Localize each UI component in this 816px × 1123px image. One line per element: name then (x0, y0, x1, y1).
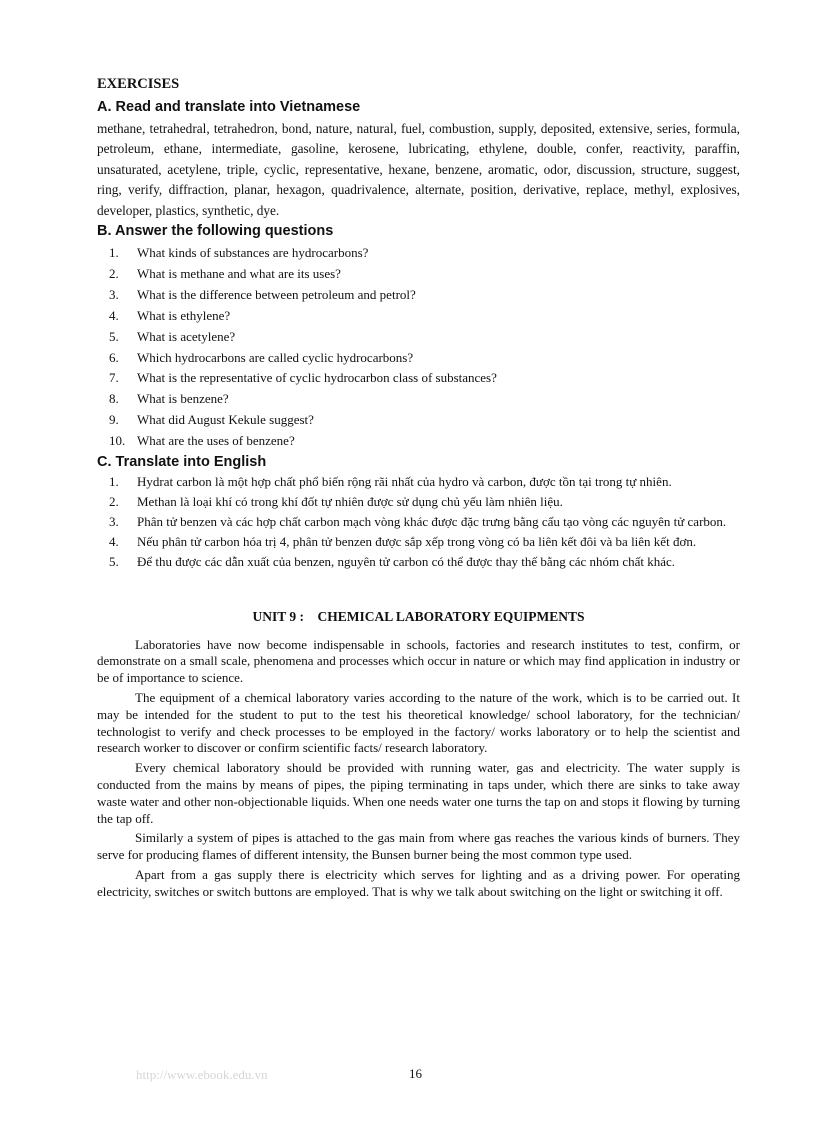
translation-text: Methan là loại khí có trong khí đốt tự nhiên được sử dụng chủ yếu làm nhiên liệu. (137, 494, 563, 510)
section-c-heading: C. Translate into English (97, 454, 267, 471)
translation-text: Để thu được các dẫn xuất của benzen, nguyên tử carbon có thể được thay thế bằng các nhóm chất khác. (137, 554, 676, 570)
list-item (97, 348, 740, 369)
item-number: 4. (109, 307, 119, 323)
list-item (97, 494, 740, 511)
item-number: 1. (109, 245, 119, 261)
question-list (97, 243, 740, 452)
question-text: What is ethylene? (137, 307, 231, 323)
unit-title: UNIT 9 : CHEMICAL LABORATORY EQUIPMENTS (252, 608, 585, 624)
item-number: 5. (109, 554, 119, 570)
body-paragraph: Apart from a gas supply there is electricity which serves for lighting and as a driving power. For operating electricity, switches or switch buttons are employed. That is why we talk about switching on the light or switching it off. (97, 866, 740, 899)
list-item (97, 285, 740, 306)
body-paragraph: Laboratories have now become indispensable in schools, factories and research institutes to test, confirm, or demonstrate on a small scale, phenomena and processes which occur in nature or which may find application in industry or be of importance to science. (97, 636, 740, 686)
footer-url: http://www.ebook.edu.vn (136, 1067, 268, 1082)
list-item (97, 306, 740, 327)
item-number: 2. (109, 265, 119, 281)
item-number: 2. (109, 494, 119, 510)
list-item (97, 534, 740, 551)
vocabulary-list: methane, tetrahedral, tetrahedron, bond, nature, natural, fuel, combustion, supply, deposited, extensive, series, formula, petroleum, ethane, intermediate, gasoline, kerosene, lubricating, ethylene, double, confer, reactivity, paraffin, unsaturated, acetylene, triple, cyclic, representative, hexane, benzene, aromatic, odor, discussion, structure, suggest, ring, verify, diffraction, planar, hexagon, quadrivalence, alternate, position, derivative, replace, methyl, explosives, developer, plastics, synthetic, dye. (97, 121, 740, 218)
item-number: 9. (109, 412, 119, 428)
list-item (97, 368, 740, 389)
question-text: What is acetylene? (137, 328, 236, 344)
exercises-title: EXERCISES (97, 76, 180, 92)
translation-list (97, 474, 740, 571)
list-item (97, 554, 740, 571)
list-item (97, 243, 740, 264)
question-text: What is benzene? (137, 391, 229, 407)
body-paragraph: Every chemical laboratory should be provided with running water, gas and electricity. The water supply is conducted from the mains by means of pipes, the piping terminating in taps under, which there are sinks to take away waste water and other non-objectionable liquids. When one needs water one turns the tap on and stops it flowing by turning the tap off. (97, 760, 740, 826)
body-paragraph: The equipment of a chemical laboratory varies according to the nature of the work, which is to be carried out. It may be intended for the student to put to the test his theoretical knowledge/ school laboratory, for the technician/ technologist to verify and check processes to be employed in the factory/ works laboratory or to help the scientist and research worker to discover or confirm scientific facts/ research laboratory. (97, 689, 740, 756)
translation-text: Hydrat carbon là một hợp chất phổ biến rộng rãi nhất của hydro và carbon, được tồn tại trong tự nhiên. (137, 474, 672, 490)
list-item (97, 264, 740, 285)
document-page (97, 76, 740, 904)
question-text: What is the representative of cyclic hydrocarbon class of substances? (137, 370, 497, 386)
list-item (97, 389, 740, 410)
item-number: 8. (109, 391, 119, 407)
item-number: 7. (109, 370, 119, 386)
item-number: 10. (109, 433, 126, 449)
list-item (97, 514, 740, 531)
question-text: Which hydrocarbons are called cyclic hydrocarbons? (137, 349, 414, 365)
section-b-heading: B. Answer the following questions (97, 223, 334, 240)
item-number: 3. (109, 514, 119, 530)
question-text: What is the difference between petroleum and petrol? (137, 286, 416, 302)
item-number: 3. (109, 286, 119, 302)
item-number: 1. (109, 474, 119, 490)
question-text: What did August Kekule suggest? (137, 412, 314, 428)
item-number: 5. (109, 328, 119, 344)
list-item (97, 474, 740, 491)
question-text: What are the uses of benzene? (137, 433, 295, 449)
question-text: What is methane and what are its uses? (137, 265, 341, 281)
item-number: 4. (109, 534, 119, 550)
question-text: What kinds of substances are hydrocarbons? (137, 245, 369, 261)
item-number: 6. (109, 349, 119, 365)
translation-text: Nếu phân tử carbon hóa trị 4, phân tử benzen được sắp xếp trong vòng có ba liên kết đôi và ba liên kết đơn. (137, 534, 697, 550)
list-item (97, 327, 740, 348)
page-number: 16 (409, 1066, 422, 1081)
section-a-heading: A. Read and translate into Vietnamese (97, 99, 361, 115)
list-item (97, 410, 740, 431)
list-item (97, 431, 740, 452)
translation-text: Phân tử benzen và các hợp chất carbon mạch vòng khác được đặc trưng bằng cấu tạo vòng các nguyên tử carbon. (137, 514, 727, 530)
body-paragraph: Similarly a system of pipes is attached to the gas main from where gas reaches the various kinds of burners. They serve for producing flames of different intensity, the Bunsen burner being the most common type used. (97, 830, 740, 863)
